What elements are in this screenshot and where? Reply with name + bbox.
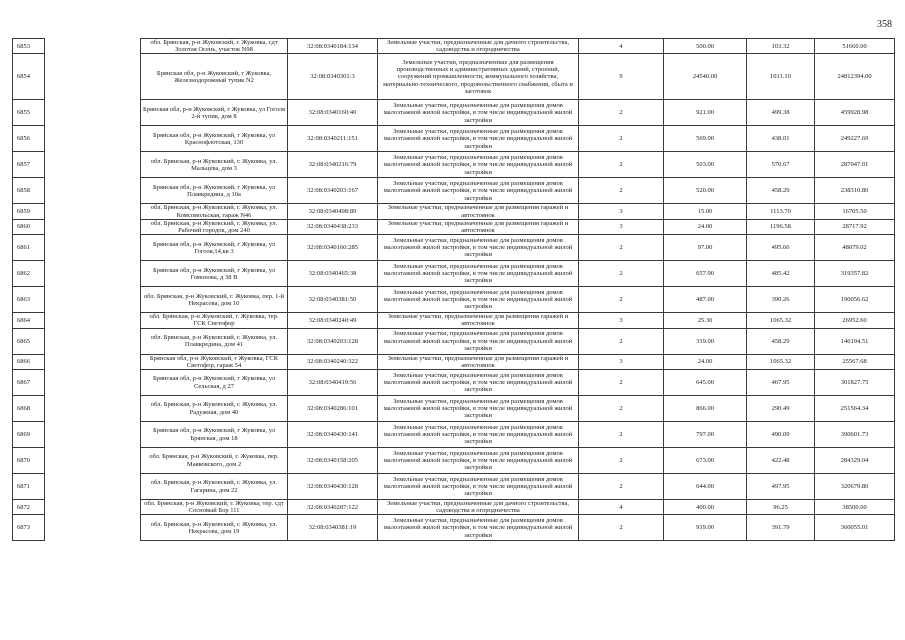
area-cell: 25.30 <box>664 313 747 328</box>
cadastral-value-cell: 238310.80 <box>815 178 895 204</box>
area-cell: 15.00 <box>664 204 747 219</box>
cadastral-value-cell: 25567.68 <box>815 354 895 369</box>
table-row <box>13 219 895 234</box>
area-cell: 866.00 <box>664 396 747 422</box>
specific-value-cell: 490.09 <box>747 422 815 448</box>
cadastral-number-cell: 32:08:0340216:79 <box>288 152 378 178</box>
cadastral-number-cell: 32:08:0340240:322 <box>288 354 378 369</box>
cadastral-number-cell: 32:08:0340160:285 <box>288 235 378 261</box>
land-use-cell: Земельные участки, предназначенные для размещения домов малоэтажной жилой застройки, в том числе индивидуальной жилой застройки <box>378 287 579 313</box>
table-row <box>13 261 895 287</box>
address-cell: Брянская обл, р-н Жуковский, г Жуковка, ул Краснофлотская, 130 <box>141 126 288 152</box>
cadastral-value-cell: 24812394.00 <box>815 54 895 100</box>
group-cell: 3 <box>579 313 664 328</box>
group-cell: 3 <box>579 219 664 234</box>
area-cell: 97.00 <box>664 235 747 261</box>
spacer-cell <box>45 152 141 178</box>
table-row <box>13 235 895 261</box>
specific-value-cell: 1113.70 <box>747 204 815 219</box>
table-row <box>13 396 895 422</box>
row-number-cell: 6868 <box>13 396 45 422</box>
address-cell: Брянская обл, р-н Жуковский, г Жуковка, Железнодорожный тупик N2 <box>141 54 288 100</box>
address-cell: обл. Брянская, р-н Жуковский, г. Жуковка, ул. Рабочий городок, дом 240 <box>141 219 288 234</box>
group-cell: 3 <box>579 354 664 369</box>
address-cell: обл. Брянская, р-н Жуковский, г. Жуковка, тер. сдт Сосновый Бор 111 <box>141 500 288 515</box>
row-number-cell: 6862 <box>13 261 45 287</box>
area-cell: 797.00 <box>664 422 747 448</box>
table-row <box>13 448 895 474</box>
area-cell: 645.00 <box>664 370 747 396</box>
cadastral-value-cell: 390601.73 <box>815 422 895 448</box>
table-row <box>13 204 895 219</box>
address-cell: обл. Брянская, р-н Жуковский, г. Жуковка, ул. Некрасова, дом 19 <box>141 515 288 541</box>
row-number-cell: 6864 <box>13 313 45 328</box>
spacer-cell <box>45 500 141 515</box>
specific-value-cell: 570.67 <box>747 152 815 178</box>
specific-value-cell: 1065.32 <box>747 313 815 328</box>
address-cell: Брянская обл, р-н Жуковский, г Жуковка, ул Брянская, дом 18 <box>141 422 288 448</box>
table-row <box>13 178 895 204</box>
spacer-cell <box>45 328 141 354</box>
area-cell: 520.00 <box>664 178 747 204</box>
area-cell: 500.00 <box>664 39 747 54</box>
spacer-cell <box>45 448 141 474</box>
specific-value-cell: 96.25 <box>747 500 815 515</box>
table-row <box>13 515 895 541</box>
table-row <box>13 39 895 54</box>
area-cell: 24.00 <box>664 354 747 369</box>
group-cell: 2 <box>579 100 664 126</box>
spacer-cell <box>45 354 141 369</box>
spacer-cell <box>45 219 141 234</box>
land-use-cell: Земельные участки, предназначенные для размещения гаражей и автостоянок <box>378 354 579 369</box>
cadastral-value-cell: 249227.69 <box>815 126 895 152</box>
cadastral-number-cell: 32:08:0340286:101 <box>288 396 378 422</box>
cadastral-value-cell: 16705.50 <box>815 204 895 219</box>
cadastral-number-cell: 32:08:0340203:128 <box>288 328 378 354</box>
land-use-cell: Земельные участки, предназначенные для размещения домов малоэтажной жилой застройки, в том числе индивидуальной жилой застройки <box>378 235 579 261</box>
cadastral-number-cell: 32:08:0340498:89 <box>288 204 378 219</box>
cadastral-value-cell: 251564.34 <box>815 396 895 422</box>
group-cell: 4 <box>579 500 664 515</box>
cadastral-value-cell: 38500.00 <box>815 500 895 515</box>
group-cell: 2 <box>579 178 664 204</box>
group-cell: 3 <box>579 204 664 219</box>
row-number-cell: 6855 <box>13 100 45 126</box>
cadastral-number-cell: 32:08:0340301:3 <box>288 54 378 100</box>
area-cell: 24540.00 <box>664 54 747 100</box>
area-cell: 919.00 <box>664 515 747 541</box>
group-cell: 2 <box>579 448 664 474</box>
address-cell: обл. Брянская, р-н Жуковский, г. Жуковка, пер. 1-й Некрасова, дом 10 <box>141 287 288 313</box>
area-cell: 487.00 <box>664 287 747 313</box>
group-cell: 2 <box>579 152 664 178</box>
cadastral-value-cell: 459928.98 <box>815 100 895 126</box>
row-number-cell: 6859 <box>13 204 45 219</box>
spacer-cell <box>45 261 141 287</box>
address-cell: обл. Брянская, р-н Жуковский, г. Жуковка, ул. Комсомольская, гараж N46 <box>141 204 288 219</box>
address-cell: Брянская обл, р-н Жуковский, г Жуковка, ул Гоголя,14,кв 3 <box>141 235 288 261</box>
row-number-cell: 6853 <box>13 39 45 54</box>
address-cell: Брянская обл, р-н Жуковский, г Жуковка, ул Плавкредина, д 10а <box>141 178 288 204</box>
area-cell: 657.90 <box>664 261 747 287</box>
specific-value-cell: 495.66 <box>747 235 815 261</box>
cadastral-value-table <box>12 38 895 541</box>
group-cell: 2 <box>579 474 664 500</box>
cadastral-number-cell: 32:08:0340240:49 <box>288 313 378 328</box>
land-use-cell: Земельные участки, предназначенные для размещения домов малоэтажной жилой застройки, в том числе индивидуальной жилой застройки <box>378 261 579 287</box>
land-use-cell: Земельные участки, предназначенные для размещения гаражей и автостоянок <box>378 219 579 234</box>
row-number-cell: 6863 <box>13 287 45 313</box>
group-cell: 2 <box>579 370 664 396</box>
cadastral-value-cell: 284329.04 <box>815 448 895 474</box>
cadastral-value-cell: 360055.01 <box>815 515 895 541</box>
spacer-cell <box>45 474 141 500</box>
group-cell: 2 <box>579 235 664 261</box>
group-cell: 2 <box>579 328 664 354</box>
cadastral-value-cell: 48079.02 <box>815 235 895 261</box>
specific-value-cell: 458.29 <box>747 328 815 354</box>
specific-value-cell: 422.48 <box>747 448 815 474</box>
land-use-cell: Земельные участки, предназначенные для размещения домов малоэтажной жилой застройки, в том числе индивидуальной жилой застройки <box>378 474 579 500</box>
spacer-cell <box>45 313 141 328</box>
table-row <box>13 354 895 369</box>
area-cell: 319.00 <box>664 328 747 354</box>
address-cell: Брянская обл, р-н Жуковский, г Жуковка, ул Гомонова, д 38 В <box>141 261 288 287</box>
row-number-cell: 6871 <box>13 474 45 500</box>
specific-value-cell: 390.26 <box>747 287 815 313</box>
table-row <box>13 370 895 396</box>
cadastral-value-cell: 320679.80 <box>815 474 895 500</box>
address-cell: обл. Брянская, р-н Жуковский, г. Жуковка, пер. Маяковского, дом 2 <box>141 448 288 474</box>
cadastral-value-cell: 146194.51 <box>815 328 895 354</box>
address-cell: обл. Брянская, р-н Жуковский, г. Жуковка, ул. Гагарина, дом 22 <box>141 474 288 500</box>
land-use-cell: Земельные участки, предназначенные для размещения производственных и административных зданий, строений, сооружений промышленности, коммунального хозяйства, материально-технического, продовольственного снабжения, сбыта и заготовок <box>378 54 579 100</box>
specific-value-cell: 438.01 <box>747 126 815 152</box>
cadastral-number-cell: 32:08:0340287:122 <box>288 500 378 515</box>
specific-value-cell: 1065.32 <box>747 354 815 369</box>
specific-value-cell: 103.32 <box>747 39 815 54</box>
area-cell: 503.00 <box>664 152 747 178</box>
cadastral-number-cell: 32:08:0340438:233 <box>288 219 378 234</box>
cadastral-value-cell: 28717.92 <box>815 219 895 234</box>
cadastral-number-cell: 32:08:0340381:50 <box>288 287 378 313</box>
address-cell: обл. Брянская, р-н Жуковский, г. Жуковка, ул. Плавкредина, дом 41 <box>141 328 288 354</box>
row-number-cell: 6858 <box>13 178 45 204</box>
land-use-cell: Земельные участки, предназначенные для размещения домов малоэтажной жилой застройки, в том числе индивидуальной жилой застройки <box>378 515 579 541</box>
cadastral-number-cell: 32:08:0340430:128 <box>288 474 378 500</box>
land-use-cell: Земельные участки, предназначенные для размещения домов малоэтажной жилой застройки, в том числе индивидуальной жилой застройки <box>378 422 579 448</box>
specific-value-cell: 1196.58 <box>747 219 815 234</box>
cadastral-value-cell: 190056.62 <box>815 287 895 313</box>
table-row <box>13 422 895 448</box>
group-cell: 2 <box>579 261 664 287</box>
specific-value-cell: 497.95 <box>747 474 815 500</box>
spacer-cell <box>45 178 141 204</box>
table-row <box>13 54 895 100</box>
address-cell: обл. Брянская, р-н Жуковский, г. Жуковка, ул. Мальцева, дом 3 <box>141 152 288 178</box>
address-cell: Брянская обл, р-н Жуковский, г Жуковка, ГСК Светофор, гараж 54 <box>141 354 288 369</box>
table-row <box>13 126 895 152</box>
cadastral-number-cell: 32:08:0340160:40 <box>288 100 378 126</box>
row-number-cell: 6867 <box>13 370 45 396</box>
group-cell: 2 <box>579 287 664 313</box>
land-use-cell: Земельные участки, предназначенные для размещения домов малоэтажной жилой застройки, в том числе индивидуальной жилой застройки <box>378 152 579 178</box>
area-cell: 24.00 <box>664 219 747 234</box>
row-number-cell: 6861 <box>13 235 45 261</box>
group-cell: 2 <box>579 396 664 422</box>
specific-value-cell: 467.95 <box>747 370 815 396</box>
table-row <box>13 328 895 354</box>
group-cell: 4 <box>579 39 664 54</box>
land-use-cell: Земельные участки, предназначенные для размещения домов малоэтажной жилой застройки, в том числе индивидуальной жилой застройки <box>378 100 579 126</box>
spacer-cell <box>45 422 141 448</box>
address-cell: обл. Брянская, р-н Жуковский, г. Жуковка, ул. Радужная, дом 40 <box>141 396 288 422</box>
land-use-cell: Земельные участки, предназначенные для размещения домов малоэтажной жилой застройки, в том числе индивидуальной жилой застройки <box>378 178 579 204</box>
group-cell: 9 <box>579 54 664 100</box>
table-row <box>13 287 895 313</box>
row-number-cell: 6870 <box>13 448 45 474</box>
table-row <box>13 500 895 515</box>
page-number: 358 <box>877 19 892 30</box>
area-cell: 569.00 <box>664 126 747 152</box>
land-use-cell: Земельные участки, предназначенные для размещения гаражей и автостоянок <box>378 204 579 219</box>
land-use-cell: Земельные участки, предназначенные для размещения домов малоэтажной жилой застройки, в том числе индивидуальной жилой застройки <box>378 370 579 396</box>
row-number-cell: 6873 <box>13 515 45 541</box>
specific-value-cell: 391.79 <box>747 515 815 541</box>
specific-value-cell: 485.42 <box>747 261 815 287</box>
land-use-cell: Земельные участки, предназначенные для дачного строительства, садоводства и огородничества <box>378 500 579 515</box>
spacer-cell <box>45 204 141 219</box>
specific-value-cell: 290.49 <box>747 396 815 422</box>
spacer-cell <box>45 370 141 396</box>
cadastral-value-cell: 26952.60 <box>815 313 895 328</box>
spacer-cell <box>45 396 141 422</box>
cadastral-value-cell: 51660.00 <box>815 39 895 54</box>
row-number-cell: 6869 <box>13 422 45 448</box>
row-number-cell: 6857 <box>13 152 45 178</box>
row-number-cell: 6854 <box>13 54 45 100</box>
spacer-cell <box>45 287 141 313</box>
table-row <box>13 100 895 126</box>
row-number-cell: 6865 <box>13 328 45 354</box>
address-cell: обл. Брянская, р-н Жуковский, г. Жуковка, сдт Золотая Осень, участок N98 <box>141 39 288 54</box>
land-use-cell: Земельные участки, предназначенные для размещения домов малоэтажной жилой застройки, в том числе индивидуальной жилой застройки <box>378 328 579 354</box>
address-cell: обл. Брянская, р-н Жуковский, г. Жуковка, тер. ГСК Светофор <box>141 313 288 328</box>
spacer-cell <box>45 126 141 152</box>
cadastral-number-cell: 32:08:0340184:134 <box>288 39 378 54</box>
spacer-cell <box>45 54 141 100</box>
land-use-cell: Земельные участки, предназначенные для дачного строительства, садоводства и огородничества <box>378 39 579 54</box>
spacer-cell <box>45 100 141 126</box>
cadastral-value-cell: 287047.01 <box>815 152 895 178</box>
cadastral-value-cell: 301827.75 <box>815 370 895 396</box>
spacer-cell <box>45 235 141 261</box>
cadastral-number-cell: 32:08:0340381:19 <box>288 515 378 541</box>
table-row <box>13 474 895 500</box>
specific-value-cell: 458.29 <box>747 178 815 204</box>
row-number-cell: 6872 <box>13 500 45 515</box>
table-row <box>13 152 895 178</box>
cadastral-number-cell: 32:08:0340430:141 <box>288 422 378 448</box>
specific-value-cell: 499.38 <box>747 100 815 126</box>
row-number-cell: 6860 <box>13 219 45 234</box>
group-cell: 2 <box>579 422 664 448</box>
cadastral-number-cell: 32:08:0340211:151 <box>288 126 378 152</box>
cadastral-number-cell: 32:08:0340203:167 <box>288 178 378 204</box>
cadastral-number-cell: 32:08:0340419:56 <box>288 370 378 396</box>
land-use-cell: Земельные участки, предназначенные для размещения домов малоэтажной жилой застройки, в том числе индивидуальной жилой застройки <box>378 448 579 474</box>
table-row <box>13 313 895 328</box>
spacer-cell <box>45 39 141 54</box>
address-cell: Брянская обл, р-н Жуковский, г Жуковка, ул Сельская, д 27 <box>141 370 288 396</box>
land-use-cell: Земельные участки, предназначенные для размещения домов малоэтажной жилой застройки, в том числе индивидуальной жилой застройки <box>378 126 579 152</box>
area-cell: 921.00 <box>664 100 747 126</box>
area-cell: 400.00 <box>664 500 747 515</box>
cadastral-number-cell: 32:08:0340158:205 <box>288 448 378 474</box>
area-cell: 673.00 <box>664 448 747 474</box>
specific-value-cell: 1011.10 <box>747 54 815 100</box>
address-cell: Брянская обл, р-н Жуковский, г Жуковка, ул Гоголя 2-й тупик, дом 8 <box>141 100 288 126</box>
group-cell: 2 <box>579 515 664 541</box>
land-use-cell: Земельные участки, предназначенные для размещения домов малоэтажной жилой застройки, в том числе индивидуальной жилой застройки <box>378 396 579 422</box>
row-number-cell: 6856 <box>13 126 45 152</box>
area-cell: 644.00 <box>664 474 747 500</box>
land-use-cell: Земельные участки, предназначенные для размещения гаражей и автостоянок <box>378 313 579 328</box>
cadastral-value-cell: 319357.82 <box>815 261 895 287</box>
table-body <box>13 39 895 541</box>
row-number-cell: 6866 <box>13 354 45 369</box>
spacer-cell <box>45 515 141 541</box>
group-cell: 2 <box>579 126 664 152</box>
cadastral-number-cell: 32:08:0340465:38 <box>288 261 378 287</box>
